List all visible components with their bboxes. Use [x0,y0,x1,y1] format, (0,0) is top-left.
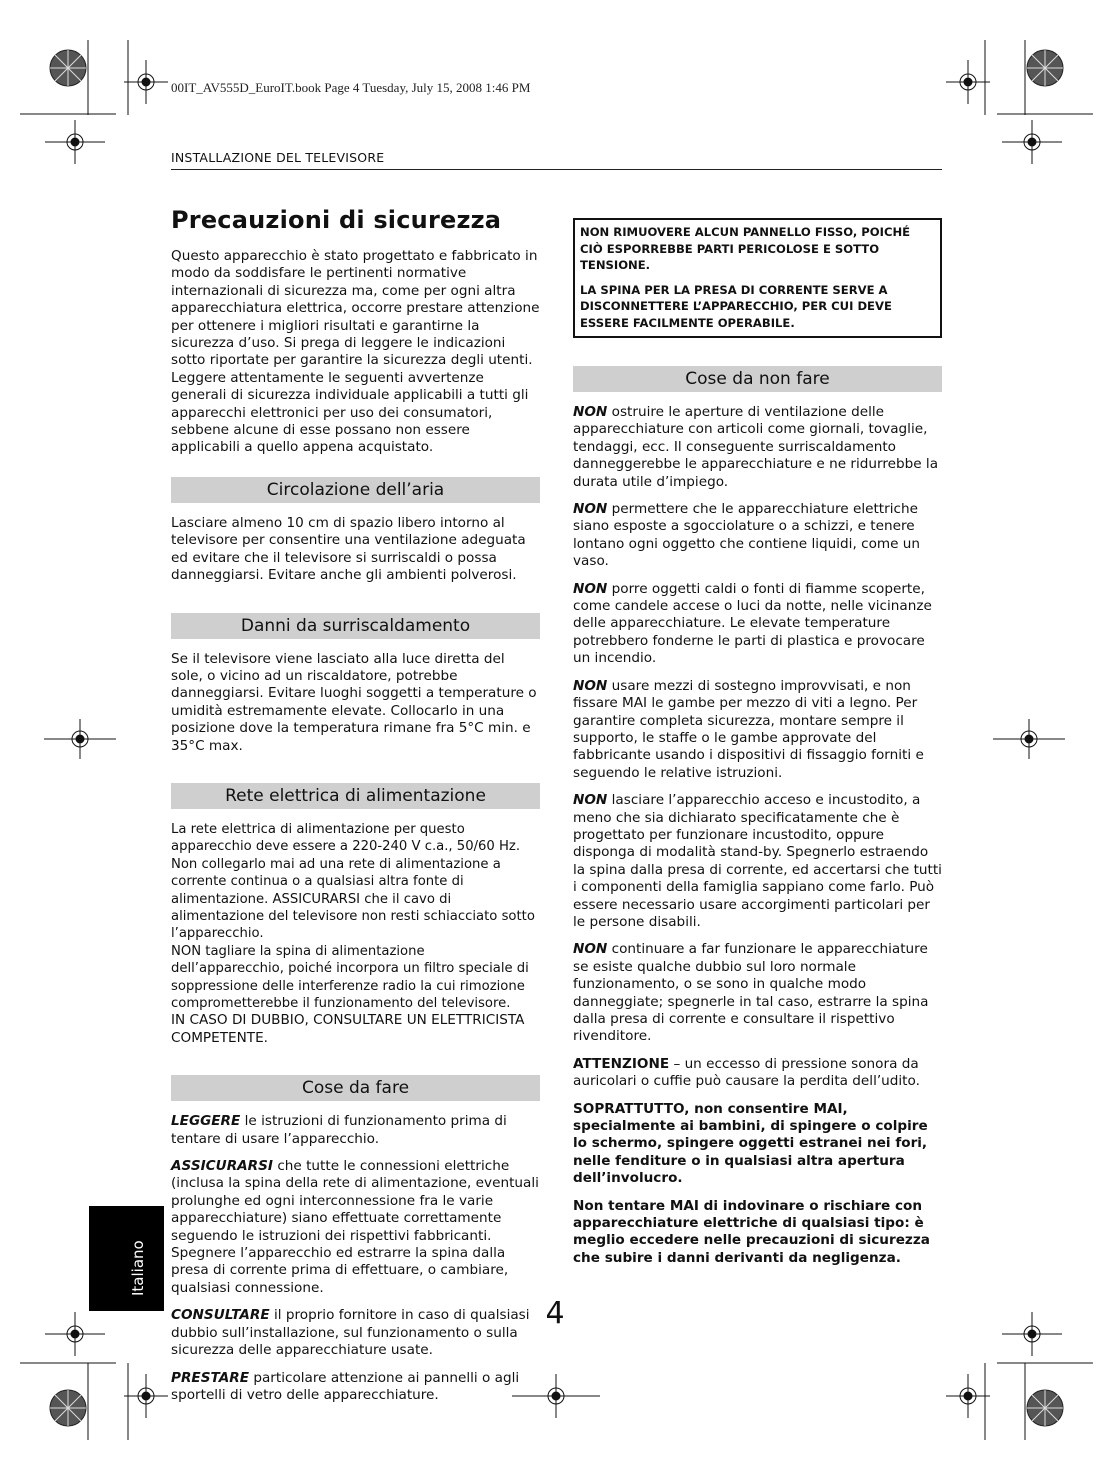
non-fare-item: NON lasciare l’apparecchio acceso e incustodito, a meno che sia dichiarato specificatamente che è progettato per funzionare incustodito, oppure disponga di modalità stand-by. Spegnerlo estraendo la spina dalla presa di corrente, ed accertarsi che tutti i componenti della famiglia sappiano come farlo. Può essere necessario usare accorgimenti particolari per le persone disabili. [573,792,942,930]
non-fare-item: NON permettere che le apparecchiature elettriche siano esposte a sgocciolature o a schizzi, e tenere lontano ogni oggetto che contiene liquidi, come un vaso. [573,501,921,570]
non-fare-item: NON usare mezzi di sostegno improvvisati, e non fissare MAI le gambe per mezzo di viti a legno. Per garantire completa sicurezza, montare sempre il supporto, le staffe o le gambe approvate del fabbricante usando i dispositivi di fissaggio forniti e seguendo le relative istruzioni. [573,677,924,781]
soprattutto-warning: SOPRATTUTTO, non consentire MAI, specialmente ai bambini, di spingere o colpire lo schermo, spingere oggetti estranei nei fori, nelle fenditure o in qualsiasi altra apertura dell’involucro. [573,1100,928,1187]
warning-box [573,218,942,338]
warning-panel-text: NON RIMUOVERE ALCUN PANNELLO FISSO, POICHÉ CIÒ ESPORREBBE PARTI PERICOLOSE E SOTTO TENSIONE. [580,225,911,272]
book-file-header: 00IT_AV555D_EuroIT.book Page 4 Tuesday, July 15, 2008 1:46 PM [171,80,531,95]
fare-item: CONSULTARE il proprio fornitore in caso di qualsiasi dubbio sull’installazione, sul funzionamento o sulla sicurezza delle apparecchiature usate. [171,1307,530,1359]
attention-note: ATTENZIONE – un eccesso di pressione sonora da auricolari o cuffie può causare la perdita dell’udito. [573,1055,920,1090]
language-label: Italiano [129,1240,147,1296]
non-fare-item: NON ostruire le aperture di ventilazione delle apparecchiature con articoli come giornali, tovaglie, tendaggi, ecc. Il conseguente surriscaldamento danneggerebbe le apparecchiature e ne ridurrebbe la durata utile d’impiego. [573,404,939,490]
non-fare-item: NON porre oggetti caldi o fonti di fiamme scoperte, come candele accese o luci da notte, nelle vicinanze delle apparecchiature. Le elevate temperature potrebbero fonderne le parti di plastica e provocare un incendio. [573,580,932,667]
intro-paragraph: Questo apparecchio è stato progettato e fabbricato in modo da soddisfare le pertinenti normative internazionali di sicurezza ma, come per ogni altra apparecchiatura elettrica, occorre prestare attenzione per ottenere i migliori risultati e garantirne la sicurezza d’uso. Si prega di leggere le indicazioni sotto riportate per garantire la sicurezza degli utenti. Leggere attentamente le seguenti avvertenze generali di sicurezza individuale applicabili a tutti gli apparecchi elettronici per uso dei consumatori, sebbene alcune di esse possano non essere applicabili a quello appena acquistato. [171,248,540,456]
left-column [171,206,540,1414]
language-side-tab [89,1206,164,1311]
page-title: Precauzioni di sicurezza [171,206,502,234]
fare-item: ASSICURARSI che tutte le connessioni elettriche (inclusa la spina della rete di alimentazione, eventuali prolunghe ed ogni interconnessione fra le varie apparecchiature) siano effettuate correttamente seguendo le istruzioni dei rispettivi fabbricanti. Spegnere l’apparecchio ed estrarre la spina dalla presa di corrente prima di effettuare, o cambiare, qualsiasi connessione. [171,1158,539,1296]
rete-elettrica-text-2: NON tagliare la spina di alimentazione dell’apparecchio, poiché incorpora un filtro speciale di soppressione delle interferenze radio la cui rimozione comprometterebbe il funzionamento del televisore. [171,943,529,1011]
heading-rete-elettrica: Rete elettrica di alimentazione [171,783,540,809]
header-rule [171,169,942,170]
right-column [573,218,942,1277]
rete-elettrica-text-3: IN CASO DI DUBBIO, CONSULTARE UN ELETTRICISTA COMPETENTE. [171,1012,525,1046]
warning-plug-text: LA SPINA PER LA PRESA DI CORRENTE SERVE A DISCONNETTERE L’APPARECCHIO, PER CUI DEVE ESSERE FACILMENTE OPERABILE. [580,282,892,330]
non-fare-item: NON continuare a far funzionare le apparecchiature se esiste qualche dubbio sul loro normale funzionamento, o se sono in qualche modo danneggiate; spegnerle in tal caso, estrarre la spina dalla presa di corrente e consultare il rispettivo rivenditore. [573,941,929,1045]
danni-surriscaldamento-text: Se il televisore viene lasciato alla luce diretta del sole, o vicino ad un riscaldatore, potrebbe danneggiarsi. Evitare luoghi soggetti a temperature o umidità estremamente elevate. Collocarlo in una posizione dove la temperatura rimane fra 5°C min. e 35°C max. [171,650,537,754]
final-warning: Non tentare MAI di indovinare o rischiare con apparecchiature elettriche di qualsiasi tipo: è meglio eccedere nelle precauzioni di sicurezza che subire i danni derivanti da negligenza. [573,1197,930,1266]
section-header: INSTALLAZIONE DEL TELEVISORE [171,150,385,165]
heading-cose-da-fare: Cose da fare [171,1075,540,1101]
fare-item: LEGGERE le istruzioni di funzionamento prima di tentare di usare l’apparecchio. [171,1113,507,1147]
heading-cose-da-non-fare: Cose da non fare [573,366,942,392]
circolazione-aria-text: Lasciare almeno 10 cm di spazio libero intorno al televisore per consentire una ventilazione adeguata ed evitare che il televisore si surriscaldi o possa danneggiarsi. Evitare anche gli ambienti polverosi. [171,514,526,584]
heading-circolazione-aria: Circolazione dell’aria [171,477,540,503]
rete-elettrica-text-1: La rete elettrica di alimentazione per questo apparecchio deve essere a 220-240 V c.a., 50/60 Hz. Non collegarlo mai ad una rete di alimentazione a corrente continua o a qualsiasi altra fonte di alimentazione. ASSICURARSI che il cavo di alimentazione del televisore non resti schiacciato sotto l’apparecchio. [171,821,535,942]
heading-danni-surriscaldamento: Danni da surriscaldamento [171,613,540,639]
page-number: 4 [545,1296,565,1331]
fare-item: PRESTARE particolare attenzione ai pannelli o agli sportelli di vetro delle apparecchiature. [171,1369,520,1403]
